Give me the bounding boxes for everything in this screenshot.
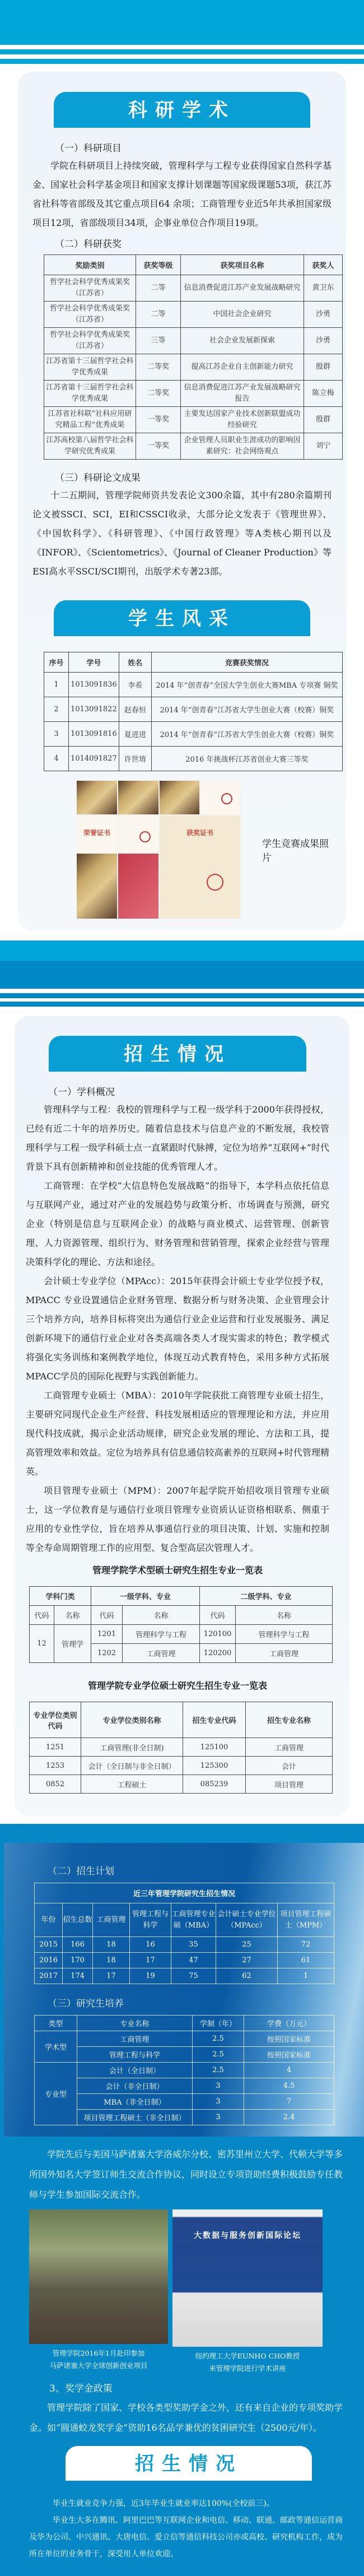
awards-header: 获奖项目名称: [181, 255, 304, 275]
training-header: 专业名称: [77, 2016, 193, 2031]
sub-header: 代码: [91, 1606, 123, 1625]
student-id: 1014091827: [69, 747, 119, 771]
papers-heading: （三）科研论文成果: [55, 472, 141, 484]
award-project: 中国社会企业研究: [181, 302, 304, 328]
cell: 项目管理: [246, 1775, 333, 1794]
plan-header: 工商管理: [93, 1903, 130, 1937]
cell: 3: [193, 2110, 244, 2125]
prof-header: 专业学位类别代码: [30, 1702, 81, 1738]
forum-banner: 大数据与服务创新国际论坛: [194, 2231, 301, 2240]
cell: 项目管理工程硕士（非全日制）: [77, 2110, 193, 2125]
cell: 按照国家标准: [244, 2031, 334, 2047]
cell: 7: [244, 2094, 334, 2110]
cell: 35: [171, 1937, 216, 1953]
award-project: 信息消费促进江苏产业发展战略研究: [181, 275, 304, 302]
student-name: 李希: [119, 673, 151, 697]
code: 120100: [200, 1625, 236, 1644]
cell: 工程硕士: [81, 1775, 183, 1794]
award-desc: 2014 年“创青春”江苏省大学生创业大赛（校赛）铜奖: [151, 722, 342, 747]
category-name: 管理学: [54, 1625, 91, 1663]
table-row: [35, 2094, 334, 2110]
table-row: [35, 1937, 334, 1953]
academic-programs-table: [29, 1586, 333, 1663]
seq: 1: [44, 673, 69, 697]
overview-paragraph: 管理科学与工程：我校的管理科学与工程一级学科于2000年获得授权，已经有近二十年的培养历史。随着信息技术与信息产业的不断发展，我校管理科学与工程一级学科硕士点一直紧跟时代脉搏，定位为培养“互联网+”时代背景下具有创新精神和创业技能的优秀管理人才。: [26, 1104, 329, 1172]
table-row: [44, 722, 343, 747]
middle-decorative-band: [0, 940, 364, 1007]
overview-paragraph: 工商管理专业硕士（MBA）：2010年学院获批工商管理专业硕士招生，主要研究同现代企业生产经营、科技发展相适应的管理理论和方法，并应用现代科技成就，揭示企业活动规律，研究企业发展的理论、方法和工具，提高管理效率和效益。定位为培养具有信息通信较高素养的互联网+时代管理精英。: [26, 1390, 329, 1477]
plan-header: 管理工程与科学: [130, 1903, 171, 1937]
award-level: 二等奖: [136, 381, 181, 407]
award-winner: 殷群: [304, 354, 343, 381]
students-title: 学生风采: [54, 600, 310, 636]
table-row: [35, 2078, 334, 2094]
name: 工商管理: [123, 1644, 200, 1663]
sub-header: 代码: [30, 1606, 54, 1625]
program-type: 学术型: [35, 2031, 77, 2063]
award-winner: 沙勇: [304, 302, 343, 328]
cell: 会计（非全日制）: [77, 2078, 193, 2094]
cell: 2015: [35, 1937, 63, 1953]
table-row: [44, 697, 343, 722]
code: 120200: [200, 1644, 236, 1663]
award-category: 哲学社会科学优秀成果奖（江苏省）: [44, 328, 136, 354]
prof-header: 招生专业代码: [183, 1702, 246, 1738]
student-header: 姓名: [119, 652, 151, 673]
award-level: 三等: [136, 328, 181, 354]
overview-paragraph: 项目管理专业硕士（MPM）：2007年起学院开始招收项目管理专业硕士，这一学位教育是与通信行业项目管理专业资质认证资格相联系、侧重于应用的专业性学位，旨在培养从事通信行业的项目决策、计划、实施和控制等全寿命周期管理工作的应用型、复合型高层次管理人才。: [26, 1485, 329, 1553]
awards-table: [44, 254, 343, 460]
sub-header: 名称: [54, 1606, 91, 1625]
table-row: [35, 2031, 334, 2047]
employment-para-2: 毕业生大多在腾讯、阿里巴巴等互联网企业和电信、移动、联通、邮政等通信运营商及华为公司、中兴通讯、大唐电信、爱立信等通信科技公司亦或高校、研究机构工作，成为所在单位的业务骨干，深受用人单位欢迎。: [29, 2516, 343, 2559]
cell: 18: [93, 1937, 130, 1953]
admissions-title: 招生情况: [49, 1036, 306, 1072]
group-header: 二级学科、专业: [200, 1587, 333, 1606]
training-header: 学费（万元）: [244, 2016, 334, 2031]
scholarship-heading: 3、奖学金政策: [49, 2383, 113, 2394]
cell: 25: [216, 1937, 278, 1953]
award-category: 江苏省社科联“社科应用研究精品工程”优秀成果: [44, 407, 136, 433]
plan-header: 工商管理专业硕（MBA）: [171, 1903, 216, 1937]
cell: 按照国家标准: [244, 2047, 334, 2063]
cell: 2.4: [244, 2110, 334, 2125]
program-type: 专业型: [35, 2063, 77, 2125]
award-project: 主要发达国家产业技术创新联盟成功经验研究: [181, 407, 304, 433]
table-row: [44, 673, 343, 697]
award-photo-collage: [76, 780, 241, 919]
group-header: 学科门类: [30, 1587, 91, 1606]
training-heading: （三）研究生培养: [48, 1998, 124, 2009]
plan-header: 年份: [35, 1903, 63, 1937]
certificate-photo: [159, 780, 200, 815]
training-table: [34, 2015, 334, 2125]
code: 1202: [91, 1644, 123, 1663]
photo-caption: 纽约理工大学EUNHO CHO教授 来管理学院进行学术讲座: [195, 2352, 300, 2373]
training-header: 学制（年）: [193, 2016, 244, 2031]
sub-header: 代码: [200, 1606, 236, 1625]
awards-header: 奖励类别: [44, 255, 136, 275]
student-header: 序号: [44, 652, 69, 673]
cell: 72: [278, 1937, 334, 1953]
award-category: 江苏省第十三届哲学社会科学优秀成果: [44, 381, 136, 407]
cell: 1: [278, 1968, 334, 1984]
cell: 会计（全日制）: [77, 2063, 193, 2078]
cell: 0852: [30, 1775, 81, 1794]
plan-table-caption: 近三年管理学院研究生招生情况: [35, 1883, 334, 1903]
cell: 4: [244, 2063, 334, 2078]
cell: 75: [171, 1968, 216, 1984]
projects-heading: （一）科研项目: [55, 143, 122, 154]
table-row: [35, 2047, 334, 2063]
overview-paragraph: 工商管理：在学校“大信息特色发展战略”的指导下，本学科点依托信息与互联网产业，通过对产业的发展趋势与政策分析、市场调查与预测，研究企业（特别是信息与互联网企业）的战略与商业模式、运营管理、创新管理、人力资源管理、组织行为、财务管理和营销管理，探索企业经营与管理决策科学化的理论、方法和途径。: [26, 1180, 329, 1267]
table-row: [30, 1757, 333, 1775]
name: 管理科学与工程: [236, 1625, 333, 1644]
certificate-photo: 获奖证书: [159, 815, 241, 919]
papers-text: 十二五期间，管理学院师资共发表论文300余篇，其中有280余篇期刊论文被SSCI、SCI，EI和CSSCI收录，大部分论文发表于《管理世界》、《中国软科学》、《科研管理》、《中国行政管理》等A类核心期刊以及《INFOR》、《Scientometrics》、《Journal of Cleaner Production》等ESI高水平SSCI/SCI期刊，出版学术专著23部。: [32, 490, 332, 577]
table-row: [44, 407, 343, 433]
award-project: 提高江苏企业自主创新能力研究: [181, 354, 304, 381]
cell: 1253: [30, 1757, 81, 1775]
photo-caption: 学生竞赛成果照片: [262, 838, 329, 864]
student-header: 竞赛获奖情况: [151, 652, 342, 673]
cell: 19: [130, 1968, 171, 1984]
certificate-photo: [200, 780, 241, 815]
professional-table-caption: 管理学院专业学位硕士研究生招生专业一览表: [87, 1680, 267, 1691]
overview-heading: （一）学科概况: [48, 1087, 115, 1098]
award-level: 二等奖: [136, 354, 181, 381]
photo-caption: 管理学院2016年1月赴印参加 马萨诸塞大学全球创新创业项目: [49, 2349, 148, 2370]
cell: 085239: [183, 1775, 246, 1794]
cell: 61: [278, 1953, 334, 1968]
table-row: [30, 1775, 333, 1794]
name: 管理科学与工程: [123, 1625, 200, 1644]
award-winner: 黄卫东: [304, 275, 343, 302]
exchange-text: 学院先后与美国马萨诸塞大学洛威尔分校、密苏里州立大学、代顿大学等多所国外知名大学签订师生交流合作协议，同时设立专项资助经费积极鼓励专任教师与学生参加国际交流合作。: [29, 2149, 343, 2200]
research-card: [18, 72, 346, 930]
award-desc: 2014 年“创青春”江苏省大学生创业大赛（校赛）铜奖: [151, 697, 342, 722]
cell: 17: [93, 1968, 130, 1984]
trophy-photo: [76, 853, 118, 919]
award-project: 社会企业发展新探索: [181, 328, 304, 354]
table-row: [35, 2110, 334, 2125]
training-header: 类型: [35, 2016, 77, 2031]
certificate-photo: [118, 815, 159, 853]
cell: 62: [216, 1968, 278, 1984]
blue-section: [0, 1824, 364, 2576]
photo-india-trip: [29, 2209, 168, 2375]
employment-para-1: 毕业生就业竞争力强，近3年毕业生就业率达100%(全校前三)。: [53, 2499, 274, 2508]
table-row: [35, 1953, 334, 1968]
table-row: [35, 1968, 334, 1984]
awards-header: 获奖等级: [136, 255, 181, 275]
cell: 2017: [35, 1968, 63, 1984]
top-decorative-band: [0, 0, 364, 64]
group-photo: [29, 2209, 168, 2344]
award-category: 哲学社会科学优秀成果奖（江苏省）: [44, 275, 136, 302]
table-row: [44, 354, 343, 381]
cell: 工商管理: [246, 1738, 333, 1757]
cell: 2.5: [193, 2063, 244, 2078]
award-desc: 2014 年“创青春”全国大学生创业大赛MBA 专项赛 铜奖: [151, 673, 342, 697]
certificate-photo: [118, 780, 159, 815]
cell: 会计: [246, 1757, 333, 1775]
group-header: 一级学科、专业: [91, 1587, 200, 1606]
student-id: 1013091836: [69, 673, 119, 697]
award-level: 二等: [136, 302, 181, 328]
overview-paragraph: 会计硕士专业学位（MPAcc）：2015年获得会计硕士专业学位授予权，MPACC 专业设置通信企业财务管理、数据分析与财务决策、企业管理会计三个培养方向，培养目标将突出为通信行业企业运营和行业发展服务、满足创新环境下的通信行业企业对各类高端各类人才现实需求的特色；教学模式将强化实务训练和案例教学地位，体现互动式教育特色，采用多种方式拓展MPACC学员的国际化视野与实践创新能力。: [26, 1276, 329, 1382]
table-row: [44, 275, 343, 302]
projects-text: 学院在科研项目上持续突破，管理科学与工程专业获得国家自然科学基金、国家社会科学基金项目和国家支撑计划课题等国家级课题53项，获江苏省社科等省部级及其它重点项目64 余项；工商管理专业近5年共承担国家级项目12项，省部级项目34项，企事业单位合作项目19项。: [32, 160, 332, 228]
plan-header: 招生总数: [63, 1903, 93, 1937]
cell: 2.5: [193, 2047, 244, 2063]
seq: 2: [44, 697, 69, 722]
plan-heading: （二）招生计划: [48, 1866, 114, 1877]
sub-header: 名称: [236, 1606, 333, 1625]
student-name: 赵春恒: [119, 697, 151, 722]
award-category: 江苏省第十三届哲学社会科学优秀成果: [44, 354, 136, 381]
cell: 工商管理(非全日制): [81, 1738, 183, 1757]
cell: 125300: [183, 1757, 246, 1775]
student-header: 学号: [69, 652, 119, 673]
cell: 3: [193, 2094, 244, 2110]
category-code: 12: [30, 1625, 54, 1663]
plan-header: 会计硕士专业学位（MPAcc）: [216, 1903, 278, 1937]
cell: 17: [130, 1953, 171, 1968]
cell: 174: [63, 1968, 93, 1984]
prof-header: 招生专业名称: [246, 1702, 333, 1738]
research-title: 科研学术: [54, 92, 310, 128]
exchange-section: [0, 2137, 364, 2576]
student-photos-row: [32, 780, 332, 919]
seq: 4: [44, 747, 69, 771]
admissions-card: [15, 1016, 349, 1816]
code: 1201: [91, 1625, 123, 1644]
cell: 3: [193, 2078, 244, 2094]
enrollment-plan-table: [34, 1883, 334, 1984]
name: 工商管理: [236, 1644, 333, 1663]
awards-header: 获奖人: [304, 255, 343, 275]
award-category: 哲学社会科学优秀成果奖（江苏省）: [44, 302, 136, 328]
cell: 2016: [35, 1953, 63, 1968]
professional-programs-table: [29, 1702, 333, 1794]
student-id: 1013091816: [69, 722, 119, 747]
table-row: [44, 302, 343, 328]
table-row: [44, 328, 343, 354]
plan-panel: [4, 1843, 364, 2137]
academic-table-caption: 管理学院学术型硕士研究生招生专业一览表: [92, 1565, 263, 1576]
table-row: [35, 2063, 334, 2078]
table-row: [30, 1625, 333, 1644]
table-row: [44, 381, 343, 407]
trophy-photo: [118, 853, 159, 919]
awards-heading: （二）科研获奖: [55, 239, 122, 250]
award-winner: 刘宁: [304, 433, 343, 460]
table-row: [30, 1738, 333, 1757]
cell: 47: [171, 1953, 216, 1968]
award-winner: 殷群: [304, 407, 343, 433]
cell: 4.5: [244, 2078, 334, 2094]
cell: 18: [93, 1953, 130, 1968]
student-name: 许世堉: [119, 747, 151, 771]
cell: 125100: [183, 1738, 246, 1757]
award-winner: 沙勇: [304, 328, 343, 354]
scholarship-text: 管理学院除了国家、学校各类型奖助学金之外，还有来自企业的专项奖助学金。如“圆通蛟龙奖学金”资助16名品学兼优的贫困研究生（2500元/年）。: [29, 2402, 343, 2433]
award-category: 江苏高校第八届哲学社会科学研究优秀成果: [44, 433, 136, 460]
award-level: 一等奖: [136, 433, 181, 460]
cell: 166: [63, 1937, 93, 1953]
employment-title: 招生情况: [66, 2446, 312, 2481]
award-winner: 陈立梅: [304, 381, 343, 407]
seq: 3: [44, 722, 69, 747]
student-awards-table: [44, 652, 343, 771]
student-id: 1013091822: [69, 697, 119, 722]
cell: 16: [130, 1937, 171, 1953]
cell: 2.5: [193, 2031, 244, 2047]
cell: 管理工程与科学: [77, 2047, 193, 2063]
award-project: 信息消费促进江苏产业发展战略研究报告: [181, 381, 304, 407]
photo-lecture: [172, 2209, 323, 2375]
cell: 工商管理: [77, 2031, 193, 2047]
exchange-photos: [29, 2209, 348, 2375]
prof-header: 专业学位类别名称: [81, 1702, 183, 1738]
certificate-photo: 荣誉证书: [76, 815, 118, 853]
student-name: 夏进进: [119, 722, 151, 747]
sub-header: 名称: [123, 1606, 200, 1625]
cell: 170: [63, 1953, 93, 1968]
certificate-photo: [76, 780, 118, 815]
award-level: 一等奖: [136, 407, 181, 433]
award-desc: 2016 年挑战杯江苏省创业大赛三等奖: [151, 747, 342, 771]
cell: MBA（非全日制）: [77, 2094, 193, 2110]
table-row: [44, 747, 343, 771]
cell: 会计（全日制与非全日制）: [81, 1757, 183, 1775]
cell: 27: [216, 1953, 278, 1968]
award-level: 二等: [136, 275, 181, 302]
award-project: 企业管理人员职业生涯成功的影响因素研究：社会网络观点: [181, 433, 304, 460]
cell: 1251: [30, 1738, 81, 1757]
plan-header: 项目管理工程硕士（MPM）: [278, 1903, 334, 1937]
table-row: [44, 433, 343, 460]
